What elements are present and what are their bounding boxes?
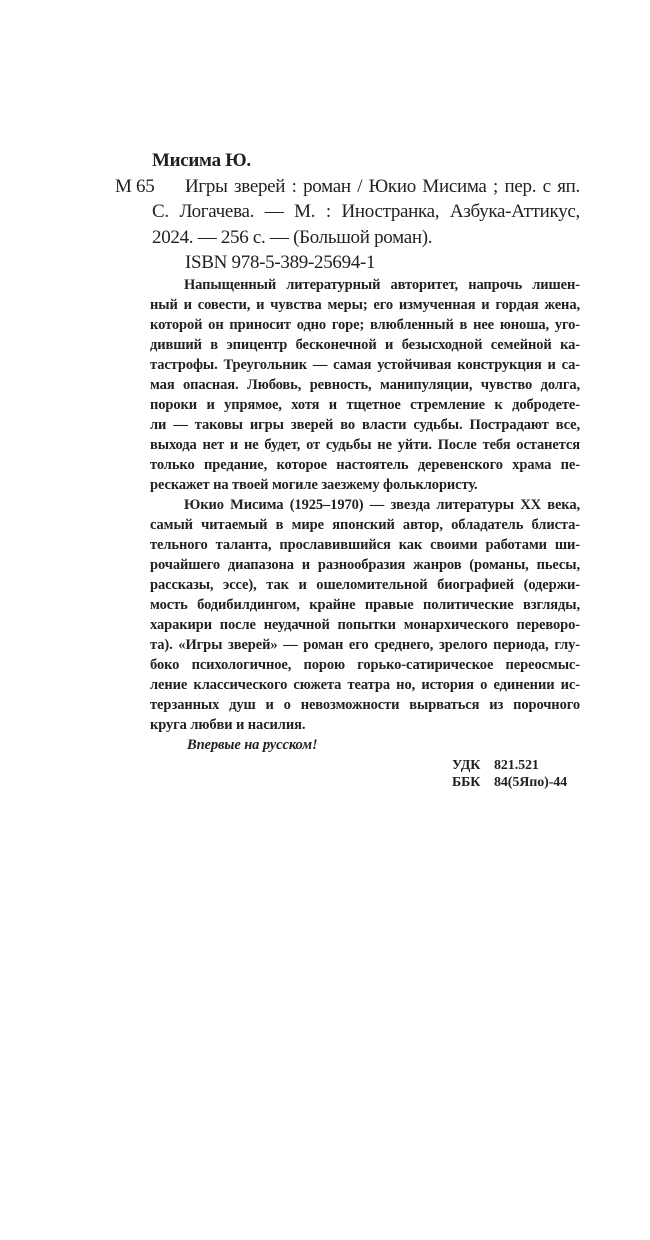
author-heading: Мисима Ю.: [152, 150, 251, 171]
text-line: та). «Игры зверей» — роман его среднего, зрелого периода, глу-: [150, 637, 580, 653]
annotation-block: [150, 275, 580, 791]
annotation-paragraph-1: [150, 275, 580, 495]
text-line: ли — таковы игры зверей во власти судьбы. Пострадают все,: [150, 417, 580, 433]
classification-codes: [452, 758, 580, 791]
text-line: С. Логачева. — М. : Иностранка, Азбука-Аттикус,: [152, 201, 580, 222]
text-line: дивший в эпицентр бесконечной и безысходной семейной ка-: [150, 337, 580, 353]
text-line: рочайшего диапазона и разнообразия жанров (романы, пьесы,: [150, 557, 580, 573]
first-time-in-russian-tagline: Впервые на русском!: [187, 737, 318, 753]
bbk-row: [452, 775, 580, 792]
text-line: ный и совести, и чувства меры; его измученная и гордая жена,: [150, 297, 580, 313]
text-line: Напыщенный литературный авторитет, напрочь лишен-: [184, 277, 580, 293]
text-line: пороки и упрямое, хотя и тщетное стремление к добродете-: [150, 397, 580, 413]
text-line: 2024. — 256 с. — (Большой роман).: [152, 226, 433, 248]
udk-label: УДК: [452, 758, 481, 773]
text-line: которой он приносит одно горе; влюбленный в нее юноша, уго-: [150, 317, 580, 333]
text-line: круга любви и насилия.: [150, 717, 306, 733]
text-line: тельного таланта, прославившийся как своими работами ши-: [150, 537, 580, 553]
udk-value: 821.521: [494, 758, 539, 773]
text-line: ление классического сюжета театра но, история о единении ис-: [150, 677, 580, 693]
text-line: харакири после неудачной попытки монархического переворо-: [150, 617, 580, 633]
udk-row: [452, 758, 580, 775]
text-line: рескажет на твоей могиле заезжему фольклористу.: [150, 477, 478, 493]
bibliographic-record-lines: [115, 174, 580, 251]
bbk-label: ББК: [452, 774, 481, 790]
text-line: рассказы, эссе), так и ошеломительной биографией (одержи-: [150, 577, 580, 593]
isbn-line: ISBN 978-5-389-25694-1: [185, 252, 376, 273]
text-line: мая опасная. Любовь, ревность, манипуляции, чувство долга,: [150, 377, 580, 393]
catalog-code: М 65: [115, 175, 155, 197]
text-line: мость бодибилдингом, крайне правые политические взгляды,: [150, 597, 580, 613]
text-line: выхода нет и не будет, от судьбы не уйти. После тебя останется: [150, 437, 580, 453]
text-line: терзанных душ и о невозможности вырваться из порочного: [150, 697, 580, 713]
text-line: самый читаемый в мире японский автор, обладатель блиста-: [150, 517, 580, 533]
text-line: Юкио Мисима (1925–1970) — звезда литературы XX века,: [184, 497, 580, 513]
catalog-card: [115, 148, 580, 276]
catalog-record: [115, 174, 580, 251]
annotation-paragraph-2: [150, 495, 580, 735]
text-line: тастрофы. Треугольник — самая устойчивая конструкция и са-: [150, 357, 580, 373]
text-line: Игры зверей : роман / Юкио Мисима ; пер. с яп.: [185, 175, 580, 197]
text-line: только предание, которое настоятель деревенского храма пе-: [150, 457, 580, 473]
bbk-value: 84(5Япо)-44: [494, 774, 568, 790]
text-line: боко психологичное, порою горько-сатирическое переосмыс-: [150, 657, 580, 673]
